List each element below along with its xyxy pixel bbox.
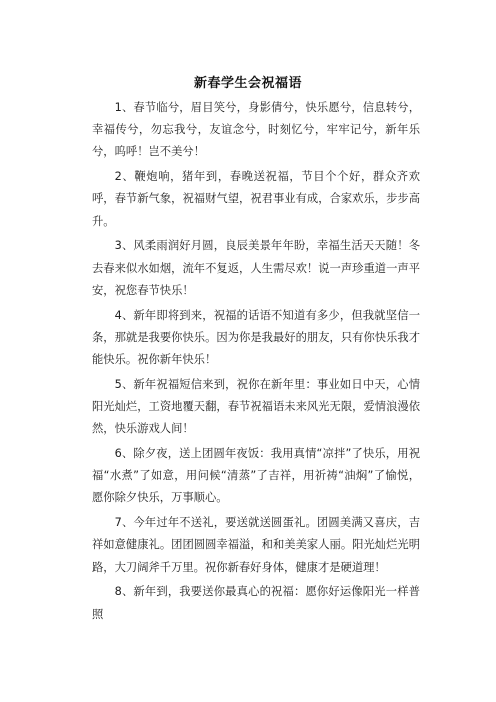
document-body <box>92 97 420 628</box>
paragraph-6: 6、除夕夜，送上团圆年夜饭：我用真情“凉拌”了快乐，用祝福“水煮”了如意，用问候“清蒸”了吉祥，用祈祷“油焖”了愉悦，愿你除夕快乐，万事顺心。 <box>92 447 420 505</box>
paragraph-8: 8、新年到，我要送你最真心的祝福：愿你好运像阳光一样普照 <box>92 585 420 621</box>
paragraph-3: 3、风柔雨润好月圆，良辰美景年年盼，幸福生活天天随！冬去春来似水如烟，流年不复返，人生需尽欢！说一声珍重道一声平安，祝您春节快乐！ <box>92 239 420 297</box>
paragraph-1: 1、春节临兮，眉目笑兮，身影倩兮，快乐愿兮，信息转兮，幸福传兮，勿忘我兮，友谊念兮，时刻忆兮，牢牢记兮，新年乐兮，呜呼！岂不美兮！ <box>92 101 420 159</box>
document-title: 新春学生会祝福语 <box>193 76 302 91</box>
paragraph-7: 7、今年过年不送礼，要送就送圆蛋礼。团圆美满又喜庆，吉祥如意健康礼。团团圆圆幸福溢，和和美美家人丽。阳光灿烂光明路，大刀阔斧千万里。祝你新春好身体，健康才是硬道理！ <box>92 516 420 574</box>
paragraph-4: 4、新年即将到来，祝福的话语不知道有多少，但我就坚信一条，那就是我要你快乐。因为你是我最好的朋友，只有你快乐我才能快乐。祝你新年快乐！ <box>92 308 420 367</box>
paragraph-5: 5、新年祝福短信来到，祝你在新年里：事业如日中天，心情阳光灿烂，工资地覆天翻，春节祝福语未来风光无限，爱情浪漫依然，快乐游戏人间！ <box>92 377 420 436</box>
paragraph-2: 2、鞭炮响，猪年到，春晚送祝福，节目个个好，群众齐欢呼，春节新气象，祝福财气望，祝君事业有成，合家欢乐，步步高升。 <box>92 170 420 228</box>
